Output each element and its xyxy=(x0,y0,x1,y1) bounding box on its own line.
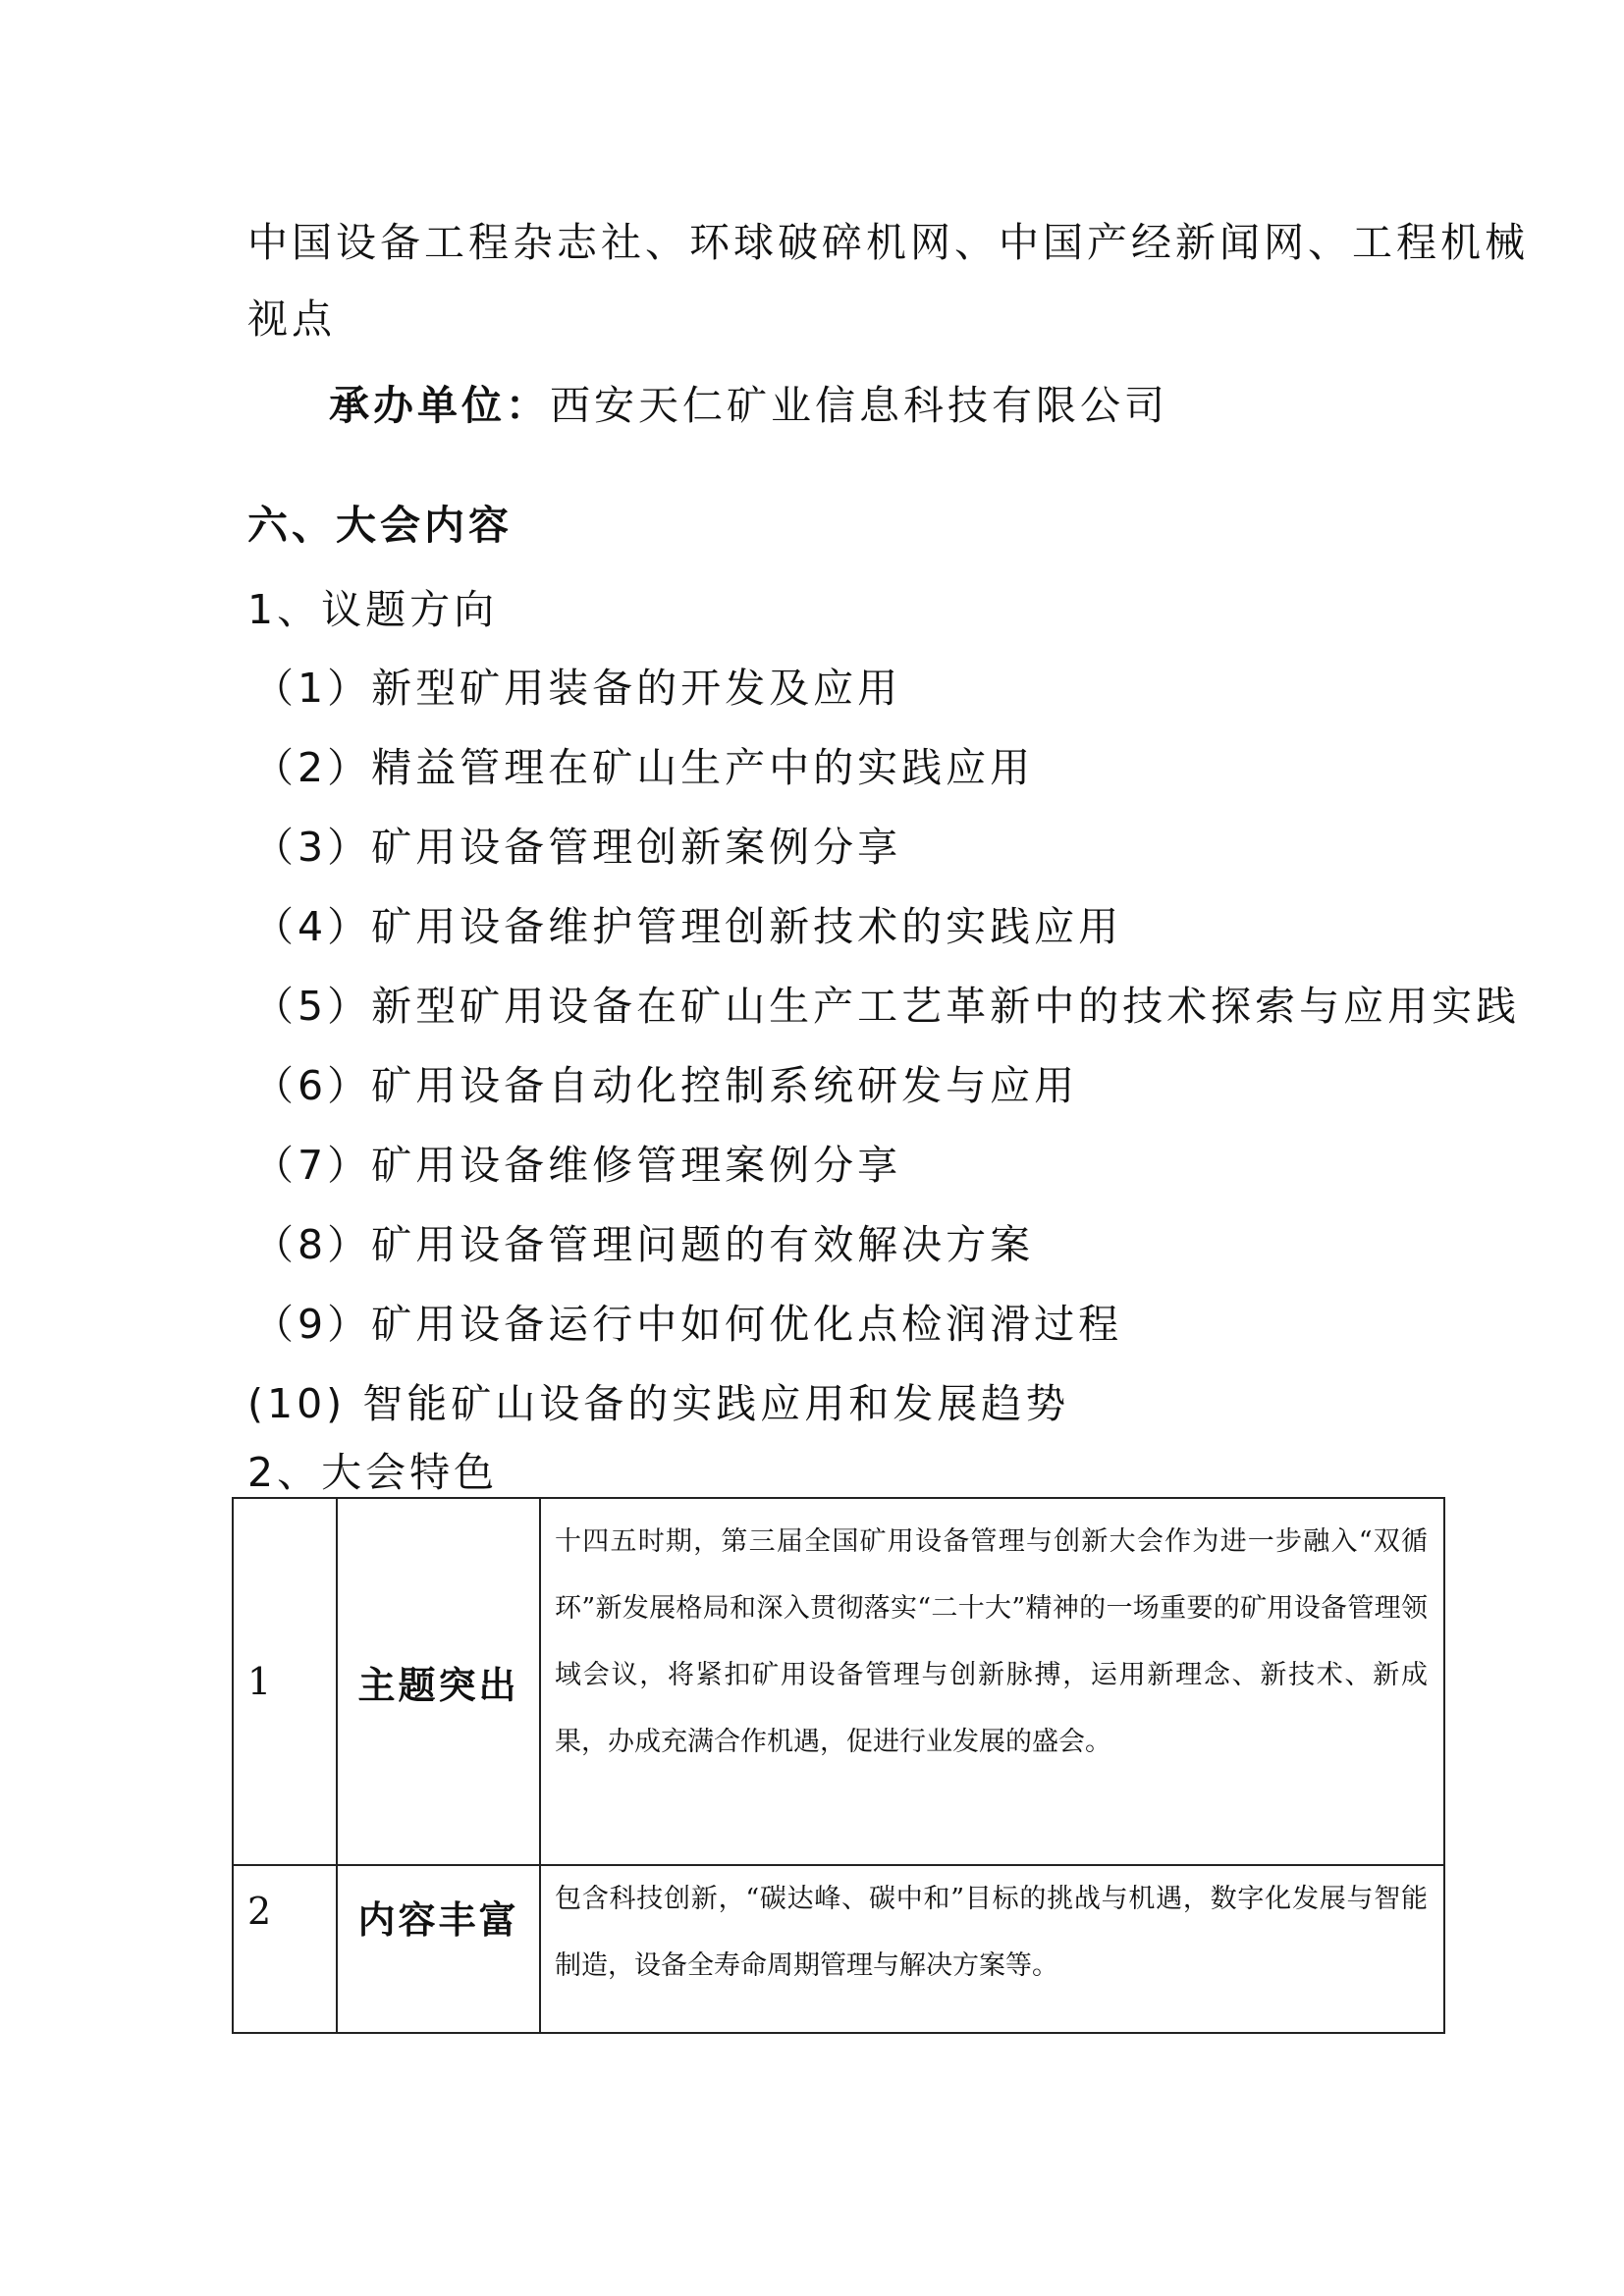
topic-item-3: （3）矿用设备管理创新案例分享 xyxy=(253,824,902,871)
host-label: 承办单位： xyxy=(329,382,550,429)
organizers-line-2: 视点 xyxy=(247,295,336,343)
features-heading: 2、大会特色 xyxy=(247,1449,499,1496)
host-value: 西安天仁矿业信息科技有限公司 xyxy=(550,382,1168,429)
topic-item-9: （9）矿用设备运行中如何优化点检润滑过程 xyxy=(253,1301,1123,1348)
feature-description: 包含科技创新，“碳达峰、碳中和”目标的挑战与机遇，数字化发展与智能制造，设备全寿命周期管理与解决方案等。 xyxy=(540,1865,1444,2033)
topic-item-1: （1）新型矿用装备的开发及应用 xyxy=(253,665,902,712)
topic-item-10: (10) 智能矿山设备的实践应用和发展趋势 xyxy=(247,1380,1070,1427)
table-row xyxy=(233,1498,1444,1865)
feature-number: 2 xyxy=(233,1865,337,2033)
feature-title: 内容丰富 xyxy=(337,1865,540,2033)
feature-description: 十四五时期，第三届全国矿用设备管理与创新大会作为进一步融入“双循环”新发展格局和深入贯彻落实“二十大”精神的一场重要的矿用设备管理领域会议，将紧扣矿用设备管理与创新脉搏，运用新理念、新技术、新成果，办成充满合作机遇，促进行业发展的盛会。 xyxy=(540,1498,1444,1865)
host-row xyxy=(329,381,1168,430)
features-table xyxy=(232,1497,1445,2034)
feature-title: 主题突出 xyxy=(337,1498,540,1865)
topic-item-8: （8）矿用设备管理问题的有效解决方案 xyxy=(253,1221,1035,1268)
feature-number: 1 xyxy=(233,1498,337,1865)
topic-item-4: （4）矿用设备维护管理创新技术的实践应用 xyxy=(253,903,1123,950)
section-six-title: 六、大会内容 xyxy=(247,502,513,549)
topic-item-7: （7）矿用设备维修管理案例分享 xyxy=(253,1142,902,1189)
topic-item-6: （6）矿用设备自动化控制系统研发与应用 xyxy=(253,1062,1079,1109)
table-row xyxy=(233,1865,1444,2033)
topics-heading: 1、议题方向 xyxy=(247,586,499,633)
topic-item-5: （5）新型矿用设备在矿山生产工艺革新中的技术探索与应用实践 xyxy=(253,983,1521,1030)
topic-item-2: （2）精益管理在矿山生产中的实践应用 xyxy=(253,744,1035,791)
organizers-line-1: 中国设备工程杂志社、环球破碎机网、中国产经新闻网、工程机械 xyxy=(247,219,1529,266)
